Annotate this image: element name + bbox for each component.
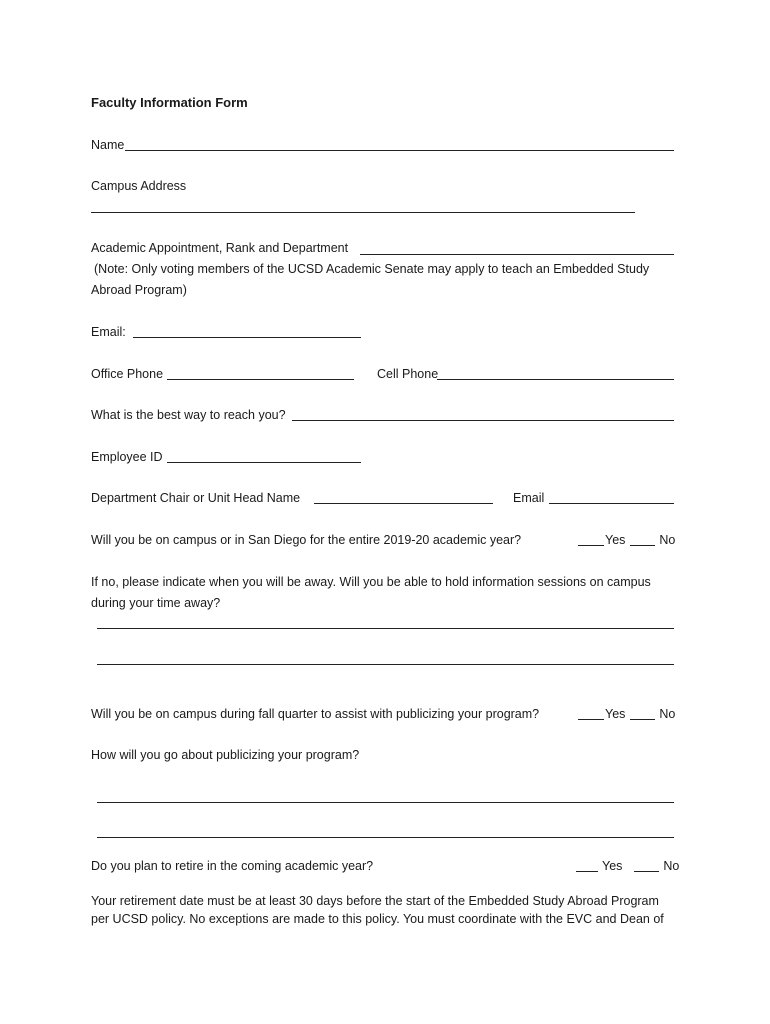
chair-email-label: Email	[513, 491, 545, 505]
email-label: Email:	[91, 325, 126, 339]
publicize-answer-line-2[interactable]	[97, 837, 674, 838]
office-phone-label: Office Phone	[91, 367, 164, 381]
office-phone-field[interactable]	[167, 379, 354, 380]
reach-label: What is the best way to reach you?	[91, 408, 286, 422]
fall-yes-blank[interactable]	[578, 707, 604, 720]
retire-yes-label: Yes	[602, 859, 623, 873]
on-campus-yes-no	[578, 532, 675, 548]
reach-field[interactable]	[292, 420, 674, 421]
appointment-note-line-2: Abroad Program)	[91, 283, 187, 297]
if-no-question-line-2: during your time away?	[91, 596, 221, 610]
retirement-policy-line-1: Your retirement date must be at least 30 days before the start of the Embedded Study Abroad Program	[91, 894, 659, 908]
on-campus-no-blank[interactable]	[630, 533, 655, 546]
name-field[interactable]	[125, 150, 674, 151]
if-no-answer-line-2[interactable]	[97, 664, 674, 665]
retire-no-label: No	[663, 859, 680, 873]
if-no-answer-line-1[interactable]	[97, 628, 674, 629]
campus-address-field[interactable]	[91, 212, 635, 213]
on-campus-no-label: No	[659, 533, 676, 547]
on-campus-yes-blank[interactable]	[578, 533, 604, 546]
fall-yes-label: Yes	[605, 707, 626, 721]
publicize-question: How will you go about publicizing your program?	[91, 748, 360, 762]
chair-label: Department Chair or Unit Head Name	[91, 491, 301, 505]
fall-no-blank[interactable]	[630, 707, 655, 720]
retire-question: Do you plan to retire in the coming academic year?	[91, 859, 374, 873]
cell-phone-field[interactable]	[437, 379, 674, 380]
employee-id-field[interactable]	[167, 462, 361, 463]
cell-phone-label: Cell Phone	[377, 367, 439, 381]
appointment-label: Academic Appointment, Rank and Department	[91, 241, 349, 255]
retire-no-blank[interactable]	[634, 859, 659, 872]
chair-name-field[interactable]	[314, 503, 493, 504]
fall-no-label: No	[659, 707, 676, 721]
if-no-question-line-1: If no, please indicate when you will be away. Will you be able to hold information sessions on campus	[91, 575, 651, 589]
fall-yes-no	[578, 706, 675, 722]
appointment-note-line-1: (Note: Only voting members of the UCSD Academic Senate may apply to teach an Embedded Study	[94, 262, 650, 276]
form-title: Faculty Information Form	[91, 95, 248, 110]
retire-yes-no	[576, 858, 679, 874]
employee-id-label: Employee ID	[91, 450, 163, 464]
campus-address-label: Campus Address	[91, 179, 187, 193]
retirement-policy-line-2: per UCSD policy. No exceptions are made to this policy. You must coordinate with the EVC and Dean of	[91, 912, 664, 926]
publicize-answer-line-1[interactable]	[97, 802, 674, 803]
retire-yes-blank[interactable]	[576, 859, 598, 872]
name-label: Name	[91, 138, 125, 152]
on-campus-yes-label: Yes	[605, 533, 626, 547]
fall-question: Will you be on campus during fall quarter to assist with publicizing your program?	[91, 707, 540, 721]
chair-email-field[interactable]	[549, 503, 674, 504]
on-campus-question: Will you be on campus or in San Diego for the entire 2019-20 academic year?	[91, 533, 522, 547]
appointment-field[interactable]	[360, 254, 674, 255]
email-field[interactable]	[133, 337, 361, 338]
